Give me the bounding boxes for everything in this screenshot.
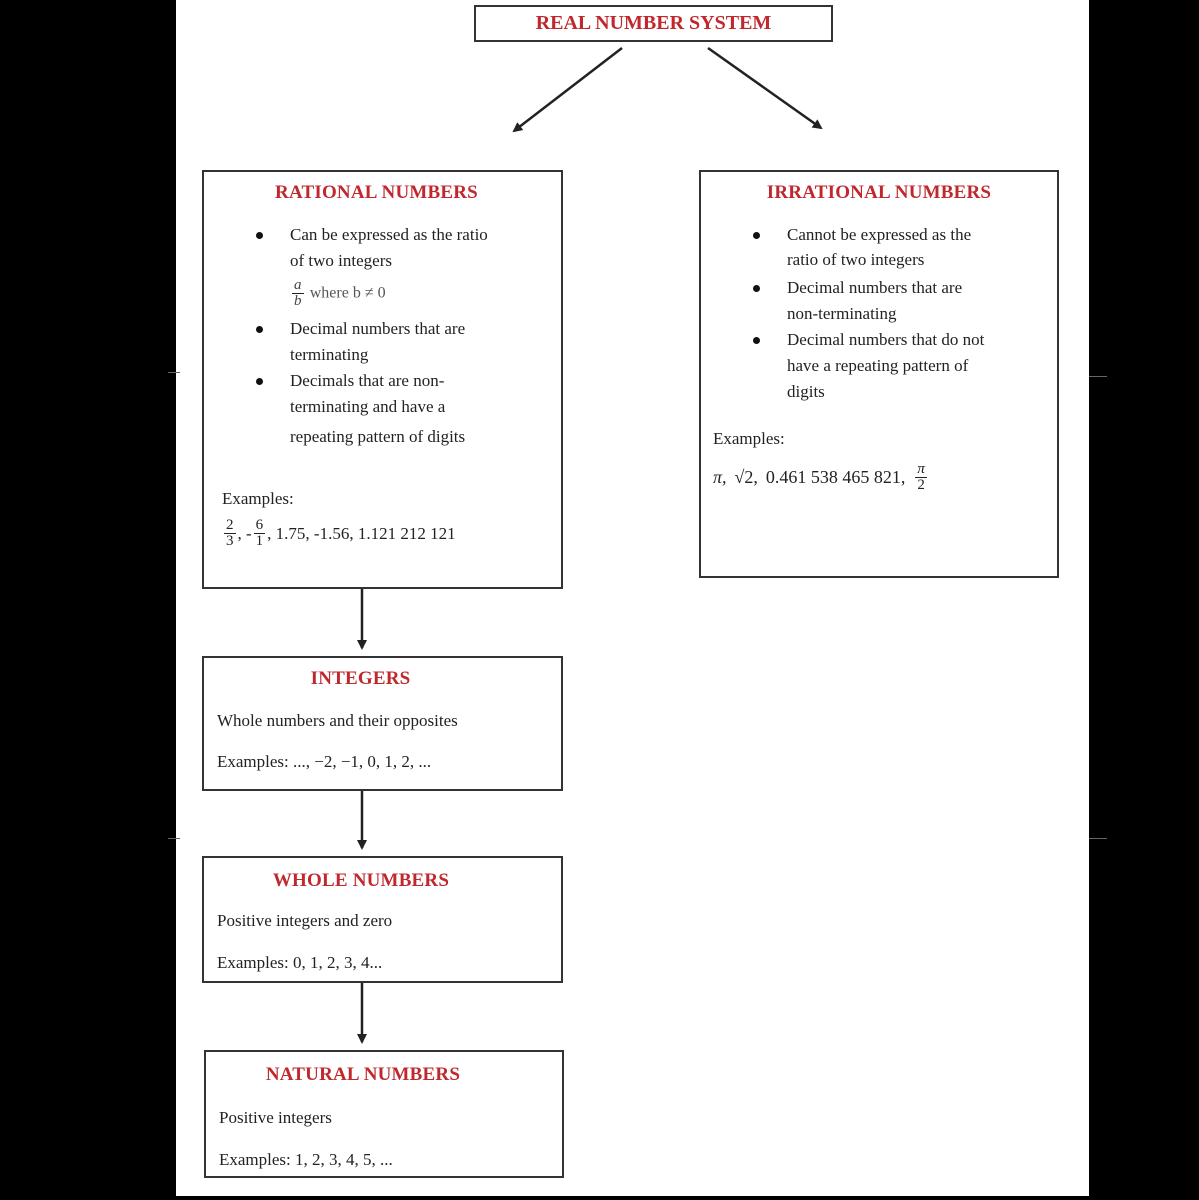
irrational-bullet-1: Cannot be expressed as the ratio of two integers — [753, 222, 1053, 272]
rational-bullets — [256, 222, 556, 450]
example-fraction-6-1: $\frac{6}{1}$ — [255, 517, 264, 549]
example-pi-over-2: $\frac{\pi}{2}$ — [917, 461, 925, 493]
rational-numbers-box — [202, 170, 563, 589]
example-fraction-2-3: $\frac{2}{3}$ — [226, 517, 234, 549]
example-pi: π, — [713, 467, 727, 487]
rational-bullet-1: Can be expressed as the ratio of two integers $\frac{a}{b}$ where b ≠ 0 — [256, 222, 556, 312]
integers-examples: Examples: ..., −2, −1, 0, 1, 2, ... — [217, 752, 432, 771]
whole-examples: Examples: 0, 1, 2, 3, 4... — [217, 953, 383, 972]
bullet-dot — [753, 285, 760, 292]
rational-bullet-3: Decimals that are non- terminating and have a repeating pattern of digits — [256, 368, 556, 450]
rational-examples: $\frac{2}{3}$ , - $\frac{6}{1}$ , 1.75, -1.56, 1.121 212 121 — [226, 517, 456, 549]
irrational-numbers-box — [699, 170, 1059, 578]
arrow-to-irrational — [708, 48, 821, 128]
natural-heading: NATURAL NUMBERS — [265, 1064, 461, 1085]
integers-heading: INTEGERS — [310, 668, 411, 689]
rational-examples-label: Examples: — [222, 489, 294, 508]
bullet-dot — [753, 232, 760, 239]
natural-description: Positive integers — [219, 1108, 332, 1127]
irrational-bullets — [753, 222, 1053, 405]
irrational-heading: IRRATIONAL NUMBERS — [766, 182, 992, 203]
whole-numbers-box — [202, 856, 563, 983]
bullet-dot — [256, 378, 263, 385]
bullet-dot — [256, 232, 263, 239]
bullet-dot — [753, 337, 760, 344]
fraction-a-b: $\frac{a}{b}$ — [294, 277, 302, 309]
irrational-bullet-3: Decimal numbers that do not have a repeating pattern of digits — [753, 327, 1053, 405]
whole-description: Positive integers and zero — [217, 911, 393, 930]
integers-description: Whole numbers and their opposites — [217, 711, 458, 730]
bullet-dot — [256, 326, 263, 333]
whole-heading: WHOLE NUMBERS — [272, 870, 450, 891]
natural-numbers-box — [204, 1050, 564, 1178]
irrational-examples-label: Examples: — [713, 429, 785, 448]
irrational-examples — [713, 462, 929, 493]
fraction-a-over-b — [290, 278, 556, 312]
rational-heading: RATIONAL NUMBERS — [275, 182, 478, 203]
natural-examples: Examples: 1, 2, 3, 4, 5, ... — [219, 1150, 393, 1169]
example-sqrt-2: √2, — [734, 467, 758, 487]
diagram-title: REAL NUMBER SYSTEM — [474, 5, 833, 42]
rational-examples-rest: 1.75, -1.56, 1.121 212 121 — [275, 523, 456, 543]
example-decimal: 0.461 538 465 821, — [765, 467, 906, 487]
integers-box — [202, 656, 563, 791]
rational-bullet-2: Decimal numbers that are terminating — [256, 316, 556, 368]
irrational-bullet-2: Decimal numbers that are non-terminating — [753, 275, 1053, 327]
arrow-to-rational — [514, 48, 622, 131]
fraction-condition: where b ≠ 0 — [309, 284, 386, 302]
